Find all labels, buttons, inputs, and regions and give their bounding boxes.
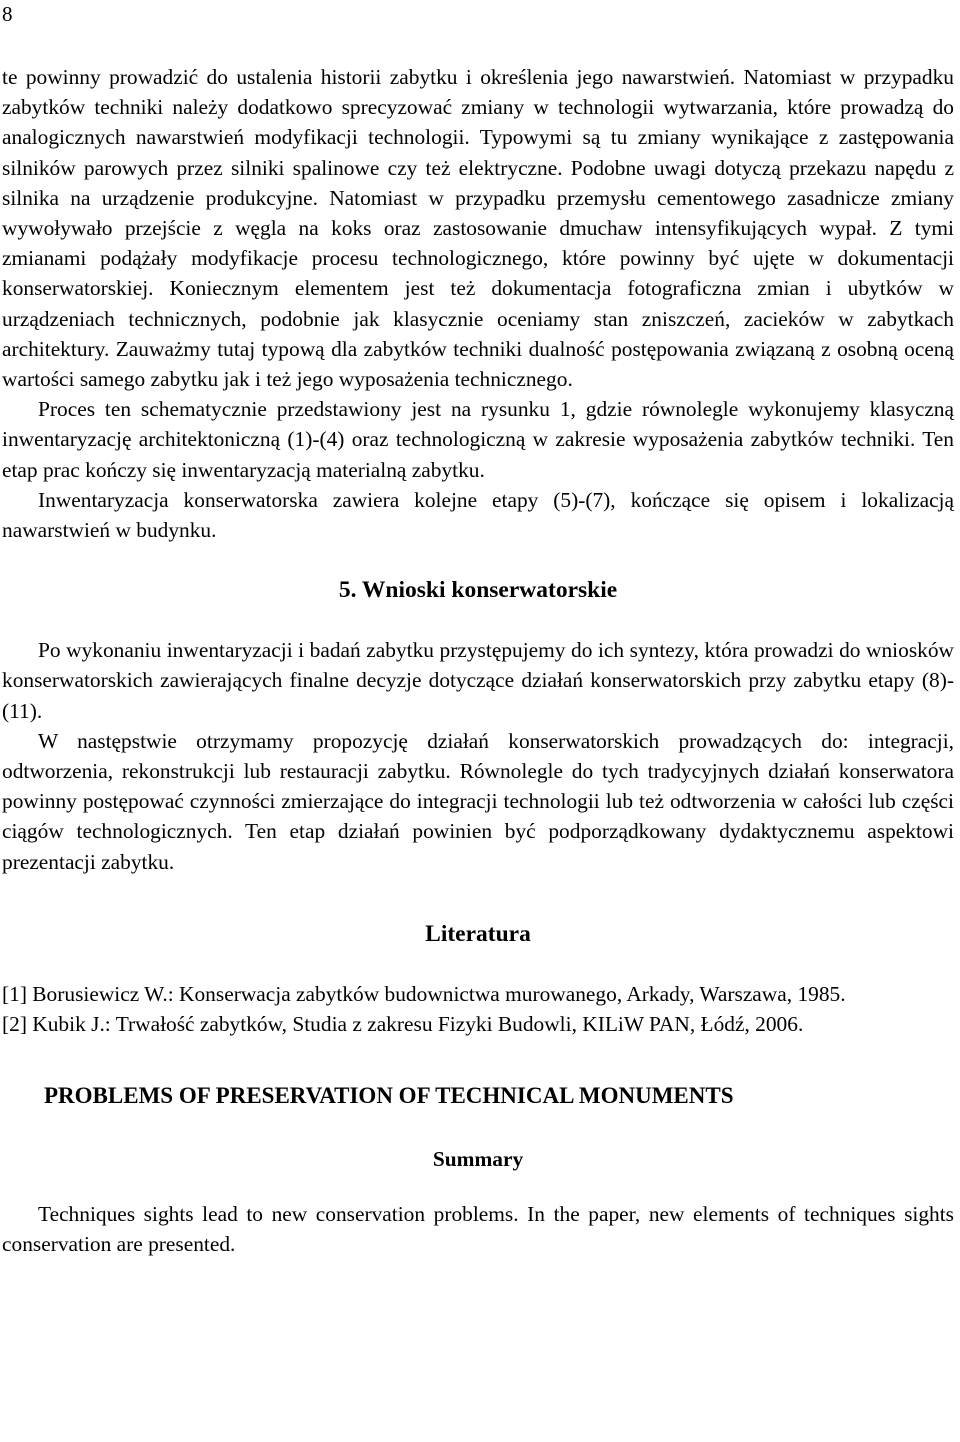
- summary-text: Techniques sights lead to new conservation problems. In the paper, new elements of techniques sights conservation are presented.: [2, 1202, 954, 1257]
- document-body: [2, 62, 954, 1260]
- paragraph-process: Proces ten schematycznie przedstawiony jest na rysunku 1, gdzie równolegle wykonujemy klasyczną inwentaryzację architektoniczną (1)-(4) oraz technologiczną w zakresie wyposażenia zabytków techniki. Ten etap prac kończy się inwentaryzacją materialną zabytku.: [2, 397, 954, 482]
- english-title: PROBLEMS OF PRESERVATION OF TECHNICAL MONUMENTS: [44, 1083, 734, 1109]
- summary-heading: Summary: [432, 1147, 524, 1172]
- reference-item: [2] Kubik J.: Trwałość zabytków, Studia z zakresu Fizyki Budowli, KILiW PAN, Łódź, 2006.: [2, 1012, 804, 1037]
- section-heading-conclusions: 5. Wnioski konserwatorskie: [338, 577, 618, 604]
- literature-heading: Literatura: [425, 920, 531, 947]
- paragraph-conclusions-1: Po wykonaniu inwentaryzacji i badań zabytku przystępujemy do ich syntezy, która prowadzi do wniosków konserwatorskich zawierających finalne decyzje dotyczące działań konserwatorskich przy zabytku etapy (8)-(11).: [2, 638, 954, 723]
- reference-item: [1] Borusiewicz W.: Konserwacja zabytków budownictwa murowanego, Arkady, Warszawa, 1985.: [2, 981, 846, 1006]
- page-number: 8: [2, 2, 13, 26]
- paragraph-conclusions-2: W następstwie otrzymamy propozycję działań konserwatorskich prowadzących do: integracji, odtworzenia, rekonstrukcji lub restauracji zabytku. Równolegle do tych tradycyjnych działań konserwatora powinny postępować czynności zmierzające do integracji technologii lub też odtworzenia w całości lub części ciągów technologicznych. Ten etap działań powinien być podporządkowany dydaktycznemu aspektowi prezentacji zabytku.: [2, 728, 954, 874]
- paragraph-inventory: Inwentaryzacja konserwatorska zawiera kolejne etapy (5)-(7), kończące się opisem i lokalizacją nawarstwień w budynku.: [2, 487, 954, 543]
- paragraph-continuation: te powinny prowadzić do ustalenia historii zabytku i określenia jego nawarstwień. Natomiast w przypadku zabytków techniki należy dodatkowo sprecyzować zmiany w technologii wytwarzania, które prowadzą do analogicznych nawarstwień modyfikacji technologii. Typowymi są tu zmiany wynikające z zastępowania silników parowych przez silniki spalinowe czy też elektryczne. Podobne uwagi dotyczą przekazu napędu z silnika na urządzenie produkcyjne. Natomiast w przypadku przemysłu cementowego zasadnicze zmiany wywoływało przejście z węgla na koks oraz zastosowanie dmuchaw intensyfikujących wypał. Z tymi zmianami podążały modyfikacje procesu technologicznego, które powinny być ujęte w dokumentacji konserwatorskiej. Koniecznym elementem jest też dokumentacja fotograficzna zmian i ubytków w urządzeniach technicznych, podobnie jak klasycznie oceniamy stan zniszczeń, zacieków w zabytkach architektury. Zauważmy tutaj typową dla zabytków techniki dualność postępowania związaną z osobną oceną wartości samego zabytku jak i też jego wyposażenia technicznego.: [2, 65, 954, 392]
